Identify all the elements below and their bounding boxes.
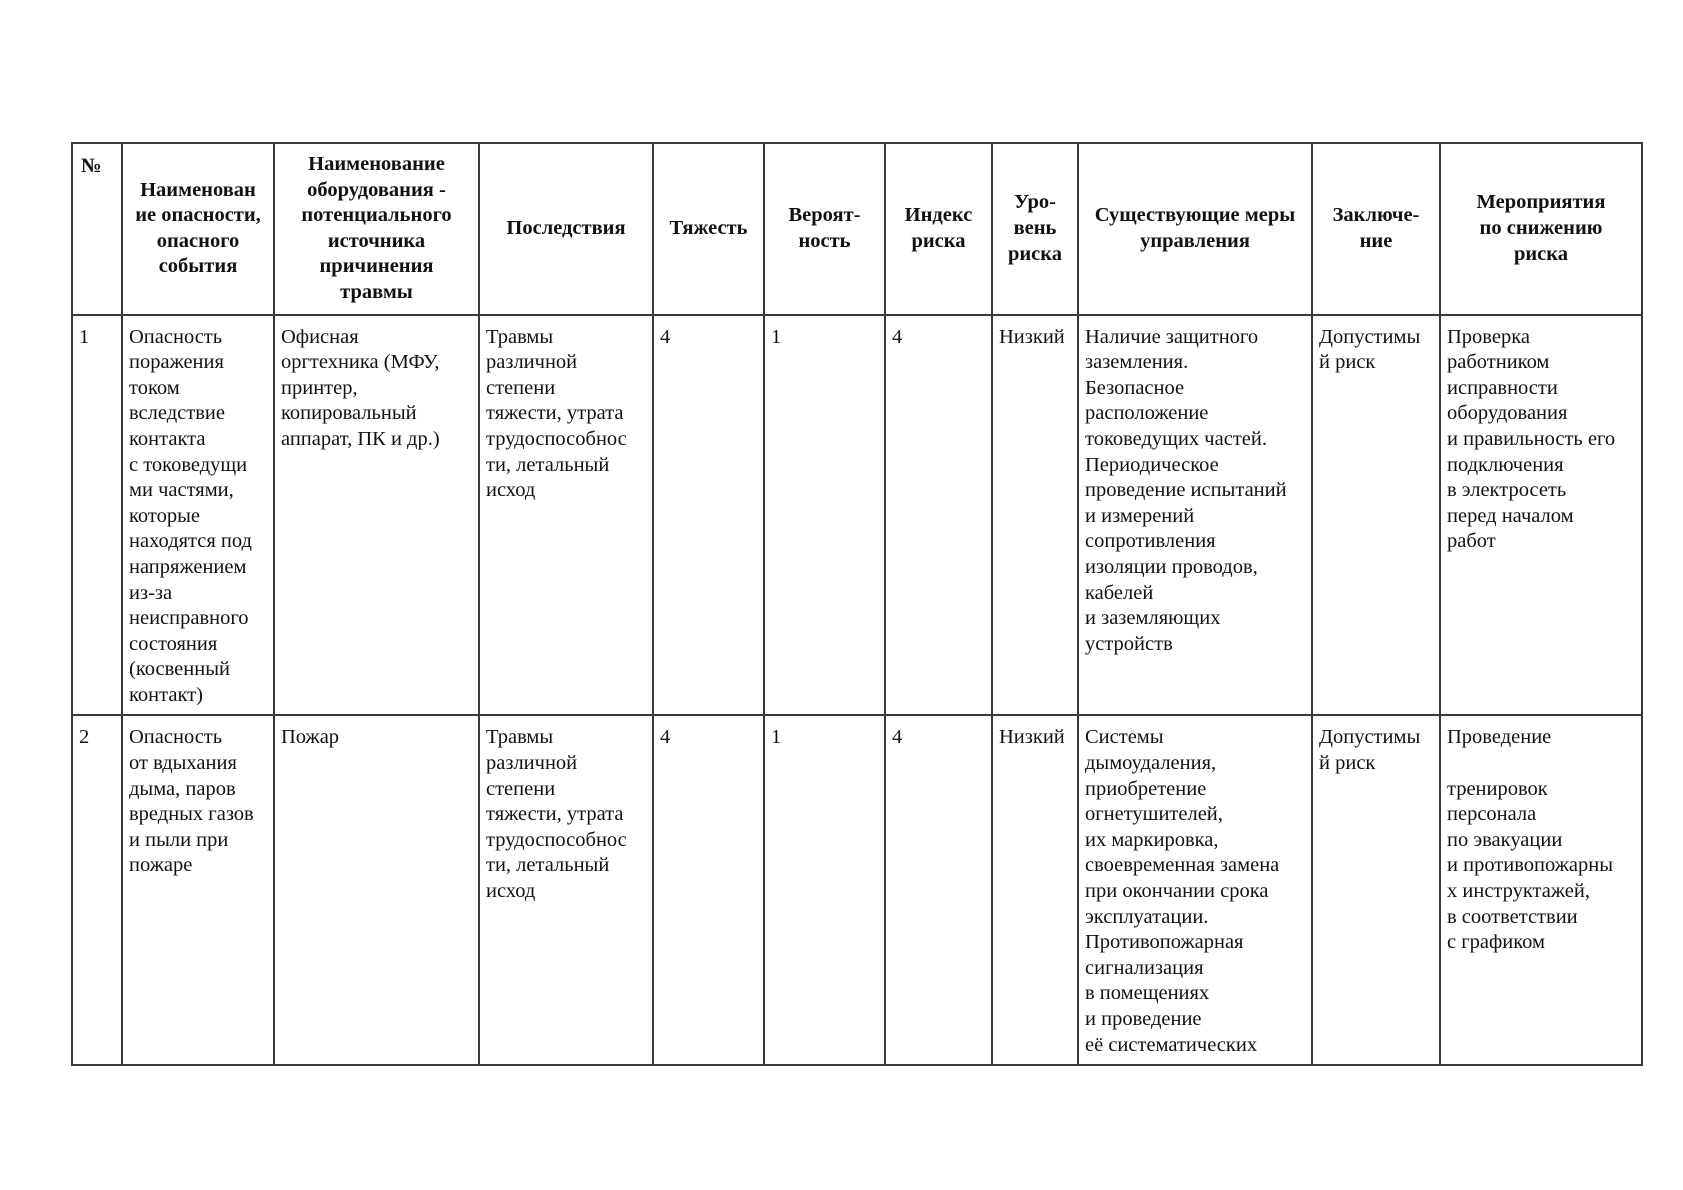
severity-cell: 4 bbox=[653, 315, 764, 716]
header-equipment: Наименование оборудования - потенциального источника причинения травмы bbox=[274, 143, 479, 315]
header-conclusion: Заключе- ние bbox=[1312, 143, 1440, 315]
risk-assessment-table bbox=[71, 142, 1643, 1066]
header-number: № bbox=[72, 143, 122, 315]
conclusion-cell: Допустимы й риск bbox=[1312, 715, 1440, 1065]
risk-index-cell: 4 bbox=[885, 715, 992, 1065]
control-measures-cell: Системы дымоудаления, приобретение огнетушителей, их маркировка, своевременная замена при окончании срока эксплуатации. Противопожарная сигнализация в помещениях и проведение её систематических bbox=[1078, 715, 1312, 1065]
header-risk-level: Уро- вень риска bbox=[992, 143, 1078, 315]
risk-index-cell: 4 bbox=[885, 315, 992, 716]
risk-level-cell: Низкий bbox=[992, 315, 1078, 716]
consequences-cell: Травмы различной степени тяжести, утрата трудоспособнос ти, летальный исход bbox=[479, 315, 653, 716]
header-probability: Вероят- ность bbox=[764, 143, 885, 315]
header-hazard: Наименован ие опасности, опасного события bbox=[122, 143, 274, 315]
risk-reduction-actions-cell: Проверка работником исправности оборудования и правильность его подключения в электросеть перед началом работ bbox=[1440, 315, 1642, 716]
table-row bbox=[72, 315, 1642, 716]
header-risk-index: Индекс риска bbox=[885, 143, 992, 315]
risk-level-cell: Низкий bbox=[992, 715, 1078, 1065]
header-consequences: Последствия bbox=[479, 143, 653, 315]
row-number: 1 bbox=[72, 315, 122, 716]
control-measures-cell: Наличие защитного заземления. Безопасное расположение токоведущих частей. Периодическое проведение испытаний и измерений сопротивления изоляции проводов, кабелей и заземляющих устройств bbox=[1078, 315, 1312, 716]
row-number: 2 bbox=[72, 715, 122, 1065]
table-header-row bbox=[72, 143, 1642, 315]
probability-cell: 1 bbox=[764, 315, 885, 716]
equipment-cell: Пожар bbox=[274, 715, 479, 1065]
conclusion-cell: Допустимы й риск bbox=[1312, 315, 1440, 716]
table-row bbox=[72, 715, 1642, 1065]
hazard-cell: Опасность от вдыхания дыма, паров вредных газов и пыли при пожаре bbox=[122, 715, 274, 1065]
risk-reduction-actions-cell: Проведение тренировок персонала по эвакуации и противопожарны х инструктажей, в соответствии с графиком bbox=[1440, 715, 1642, 1065]
probability-cell: 1 bbox=[764, 715, 885, 1065]
header-risk-reduction-actions: Мероприятия по снижению риска bbox=[1440, 143, 1642, 315]
header-severity: Тяжесть bbox=[653, 143, 764, 315]
header-control-measures: Существующие меры управления bbox=[1078, 143, 1312, 315]
consequences-cell: Травмы различной степени тяжести, утрата трудоспособнос ти, летальный исход bbox=[479, 715, 653, 1065]
hazard-cell: Опасность поражения током вследствие контакта с токоведущи ми частями, которые находятся под напряжением из-за неисправного состояния (косвенный контакт) bbox=[122, 315, 274, 716]
severity-cell: 4 bbox=[653, 715, 764, 1065]
equipment-cell: Офисная оргтехника (МФУ, принтер, копировальный аппарат, ПК и др.) bbox=[274, 315, 479, 716]
